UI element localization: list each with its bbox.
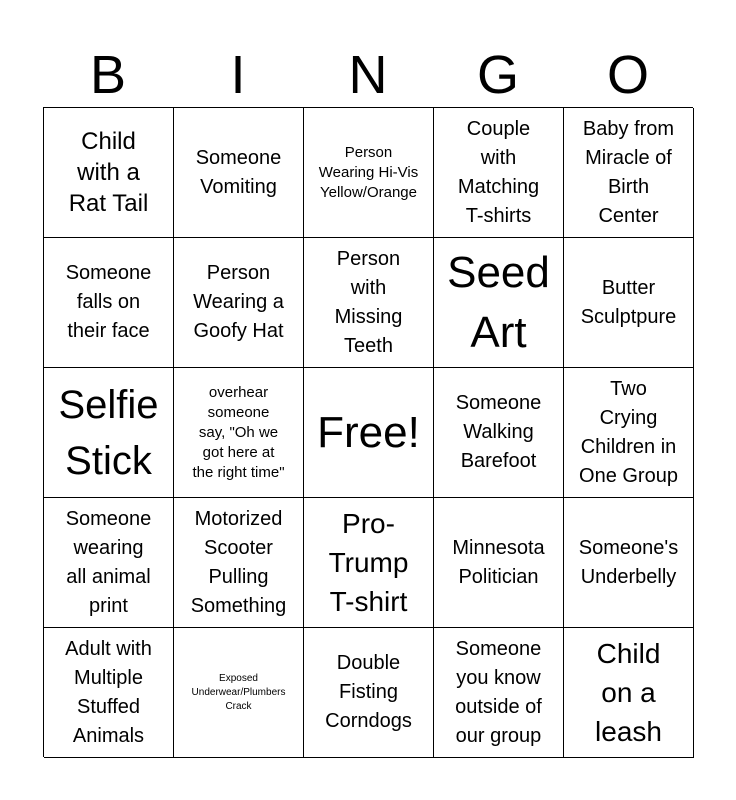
cell-text: Baby from Miracle of Birth Center (582, 117, 675, 227)
cell-text: Child on a leash (595, 638, 662, 747)
cell-text: Selfie Stick (58, 382, 159, 483)
bingo-cell[interactable] (564, 368, 694, 498)
free-space-text: Free! (317, 407, 420, 457)
bingo-cell[interactable] (44, 368, 174, 498)
bingo-cell[interactable] (564, 498, 694, 628)
cell-text: Person Wearing a Goofy Hat (193, 262, 284, 342)
bingo-cell[interactable] (434, 108, 564, 238)
bingo-cell[interactable] (304, 498, 434, 628)
bingo-cell[interactable] (174, 238, 304, 368)
cell-text: Motorized Scooter Pulling Something (190, 507, 287, 617)
bingo-cell[interactable] (174, 108, 304, 238)
bingo-cell[interactable] (434, 628, 564, 758)
bingo-cell[interactable] (304, 628, 434, 758)
bingo-cell[interactable] (44, 238, 174, 368)
cell-text: Someone Walking Barefoot (455, 392, 542, 472)
cell-text: Someone you know outside of our group (455, 637, 542, 747)
cell-text: Someone wearing all animal print (65, 507, 152, 617)
cell-text: Butter Sculptpure (580, 276, 677, 328)
bingo-header (43, 44, 693, 106)
bingo-cell[interactable] (44, 628, 174, 758)
cell-text: overhear someone say, "Oh we got here at the right time" (192, 383, 285, 481)
header-letter-o: O (606, 45, 649, 105)
cell-text: Person Wearing Hi-Vis Yellow/Orange (318, 143, 419, 201)
free-space[interactable] (304, 368, 434, 498)
bingo-cell[interactable] (304, 108, 434, 238)
cell-text: Child with a Rat Tail (68, 128, 149, 217)
cell-text: Double Fisting Corndogs (325, 652, 412, 732)
cell-text: Two Crying Children in One Group (579, 377, 678, 487)
cell-text: Someone Vomiting (195, 146, 282, 198)
header-letter-b: B (89, 45, 127, 105)
cell-text: Couple with Matching T-shirts (457, 117, 540, 227)
cell-text: Person with Missing Teeth (334, 247, 403, 357)
cell-text: Pro- Trump T-shirt (328, 508, 409, 617)
bingo-cell[interactable] (174, 628, 304, 758)
bingo-cell[interactable] (174, 368, 304, 498)
header-letter-n: N (348, 45, 388, 105)
bingo-cell[interactable] (44, 498, 174, 628)
bingo-cell[interactable] (564, 238, 694, 368)
cell-text: Minnesota Politician (452, 536, 545, 588)
bingo-cell[interactable] (434, 368, 564, 498)
cell-text: Someone's Underbelly (578, 536, 679, 588)
cell-text: Someone falls on their face (65, 262, 152, 342)
header-letter-g: G (476, 45, 519, 105)
bingo-cell[interactable] (564, 108, 694, 238)
bingo-grid (43, 107, 693, 757)
bingo-cell[interactable] (304, 238, 434, 368)
cell-text: Exposed Underwear/Plumbers Crack (191, 672, 286, 712)
bingo-cell[interactable] (174, 498, 304, 628)
bingo-cell[interactable] (434, 498, 564, 628)
cell-text: Seed Art (447, 247, 550, 357)
cell-text: Adult with Multiple Stuffed Animals (65, 637, 152, 747)
bingo-cell[interactable] (434, 238, 564, 368)
header-letter-i: I (230, 45, 246, 105)
bingo-cell[interactable] (44, 108, 174, 238)
bingo-cell[interactable] (564, 628, 694, 758)
